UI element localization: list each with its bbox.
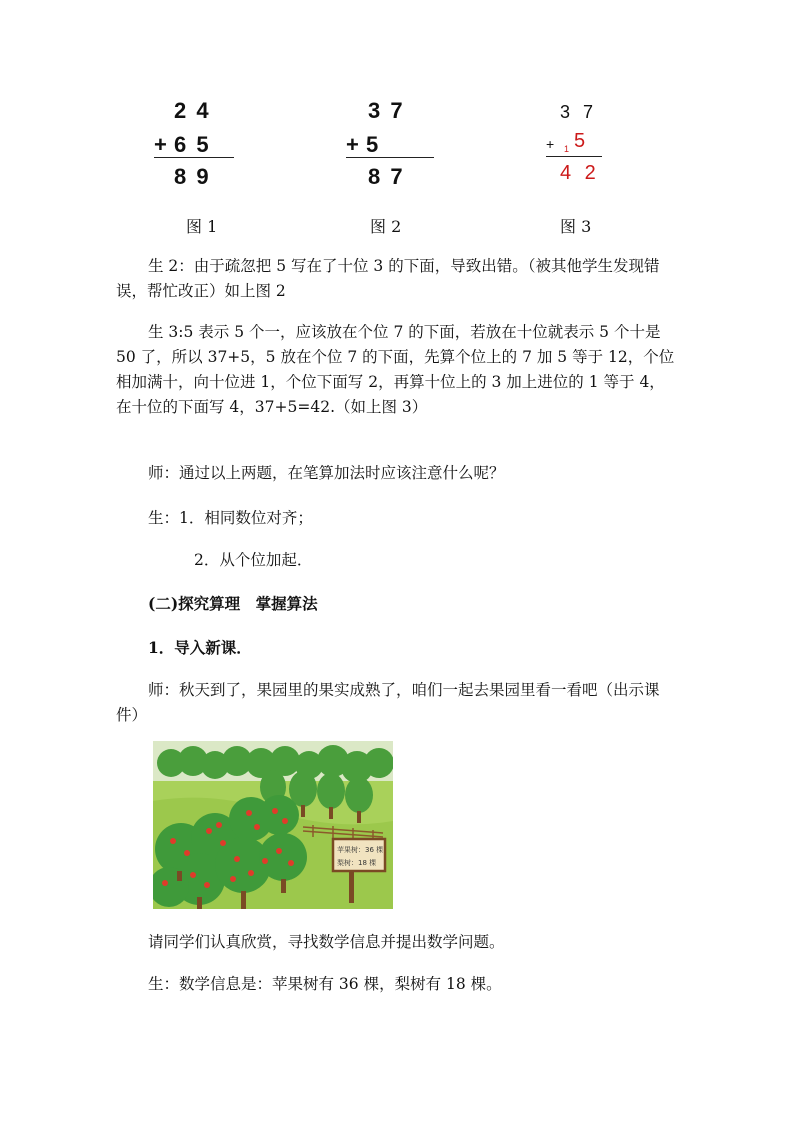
orchard-svg (153, 741, 393, 909)
fig2-bottom: 8 7 (368, 164, 405, 189)
fig2-mid: 5 (366, 132, 381, 157)
subsection-heading: 1．导入新课． (148, 638, 252, 657)
paragraph-teacher-intro: 师：秋天到了，果园里的果实成熟了，咱们一起去果园里看一看吧（出示课件） (116, 681, 660, 724)
figure-2 (340, 96, 450, 236)
paragraph-answer-1: 生：1．相同数位对齐； (148, 509, 313, 527)
fig2-plus: + (346, 132, 361, 157)
section-heading: (二)探究算理 掌握算法 (148, 594, 318, 613)
paragraph-teacher-question: 师：通过以上两题，在笔算加法时应该注意什么呢？ (148, 464, 505, 482)
fig2-caption: 图 2 (370, 217, 402, 236)
fig1-mid: 6 5 (174, 132, 211, 157)
figure-3 (540, 100, 620, 236)
orchard-illustration (153, 741, 393, 909)
fig2-rule (346, 157, 434, 158)
paragraph-student3: 生 3:5 表示 5 个一，应该放在个位 7 的下面，若放在十位就表示 5 个十是 50 了，所以 37+5，5 放在个位 7 的下面，先算个位上的 7 加 5 等于 12，个位相加满十，向十位进 1，个位下面写 2，再算十位上的 3 加上进位的 1 等于 4，在十位的下面写 4，37+5=42.（如上图 3） (116, 323, 675, 416)
fig1-plus: + (154, 132, 169, 157)
fig1-rule (154, 157, 234, 158)
fig3-mid: 5 (574, 130, 590, 152)
paragraph-student2: 生 2：由于疏忽把 5 写在了十位 3 的下面，导致出错。（被其他学生发现错误，帮忙改正）如上图 2 (116, 257, 660, 300)
fig3-rule (546, 156, 602, 157)
paragraph-answer-2: 2．从个位加起． (194, 551, 313, 569)
fig1-bottom: 8 9 (174, 164, 211, 189)
figure-1 (150, 96, 250, 236)
fig3-bottom: 4 2 (560, 162, 600, 184)
fig2-top: 3 7 (368, 98, 405, 123)
paragraph-instruction: 请同学们认真欣赏，寻找数学信息并提出数学问题。 (148, 933, 505, 951)
fig1-caption: 图 1 (186, 217, 218, 236)
paragraph-student-info: 生：数学信息是：苹果树有 36 棵，梨树有 18 棵。 (148, 975, 502, 993)
fig3-carry: 1 (564, 144, 570, 154)
sign-line-2: 梨树：18 棵 (337, 859, 377, 867)
fig3-plus: + (546, 136, 559, 152)
sign-line-1: 苹果树：36 棵 (337, 846, 384, 854)
fig1-top: 2 4 (174, 98, 211, 123)
fig3-top: 3 7 (560, 102, 598, 122)
fig3-caption: 图 3 (560, 217, 592, 236)
